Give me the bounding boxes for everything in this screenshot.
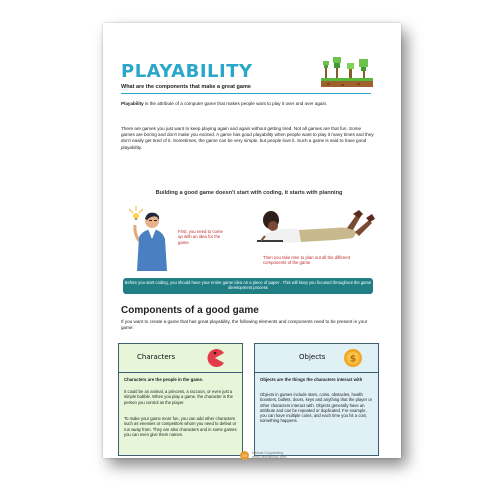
page-number-badge: 19 <box>240 451 249 460</box>
footer-brand <box>252 451 287 460</box>
intro-paragraph <box>121 101 376 107</box>
objects-card <box>254 343 379 456</box>
planning-tip-banner: Before you start coding, you should have your entire game idea on a piece of paper . This will keep you focused throughout the game development process <box>123 278 373 294</box>
characters-card-subtitle: Characters are the people in the game. <box>124 377 204 382</box>
game-landscape-illustration <box>321 53 373 87</box>
characters-card-body-1: It could be an animal, a princess, a raccoon, or even just a simple bubble. When you play a game, the character is the person you control as the player. <box>124 389 233 405</box>
explanation-paragraph: There are games you just want to keep playing again and again without getting tired. Not all games are that fun. Some games are boring and don't make you excited. A game has good playability when people want to play it many times and they don't easily get tired of it. Sometimes, the game can be very simple, but people love it. Such a game is said to have good playability. <box>121 126 374 150</box>
objects-card-subtitle: Objects are the things the characters interact with <box>260 377 363 382</box>
page-title: PLAYABILITY <box>121 61 253 82</box>
page-subtitle: What are the components that make a great game <box>121 84 251 90</box>
girl-planning-illustration <box>251 206 376 254</box>
svg-text:$: $ <box>349 354 357 365</box>
components-intro: If you want to create a game that has great playability, the following elements and components need to be present in your game: <box>121 319 368 331</box>
pacman-icon <box>205 348 225 368</box>
objects-card-title: Objects <box>299 353 326 361</box>
characters-card-header <box>119 344 242 373</box>
objects-card-header <box>255 344 378 373</box>
characters-card-body-2: To make your game more fun, you can add other characters such as enemies or competitors whom you need to defeat or run away from. They are also characters and in some games you can even give them names. <box>124 416 237 437</box>
planning-heading: Building a good game doesn't start with coding, it starts with planning <box>155 190 343 196</box>
girl-speech-text: Then you take time to plan out all the different components of the game <box>263 255 351 266</box>
playability-term: Playability <box>121 101 144 106</box>
worksheet-page <box>103 23 401 458</box>
components-heading: Components of a good game <box>121 305 259 316</box>
boy-speech-text: First, you need to come up with an idea for the game <box>178 229 223 245</box>
characters-card <box>118 343 243 456</box>
characters-card-title: Characters <box>137 353 176 361</box>
footer-brand-url: www.nebulacopy.com <box>252 455 287 460</box>
intro-paragraph-text: is the attribute of a computer game that makes people want to play it over and over again. <box>143 101 328 106</box>
coin-icon <box>343 348 363 368</box>
title-rule <box>121 93 371 94</box>
objects-card-body-1: Objects in games include stars, coins, obstacles, health boosters, bullets, doors, keys and anything that the player or other characters interact with. Objects generally have an attribute and can be repeated or duplicated. For example, you can have multiple coins, and each time you hit a coin, something happens. <box>260 392 372 424</box>
footer-brand-name: Nebula Copywriting <box>252 451 284 455</box>
boy-with-idea-illustration <box>125 203 175 271</box>
